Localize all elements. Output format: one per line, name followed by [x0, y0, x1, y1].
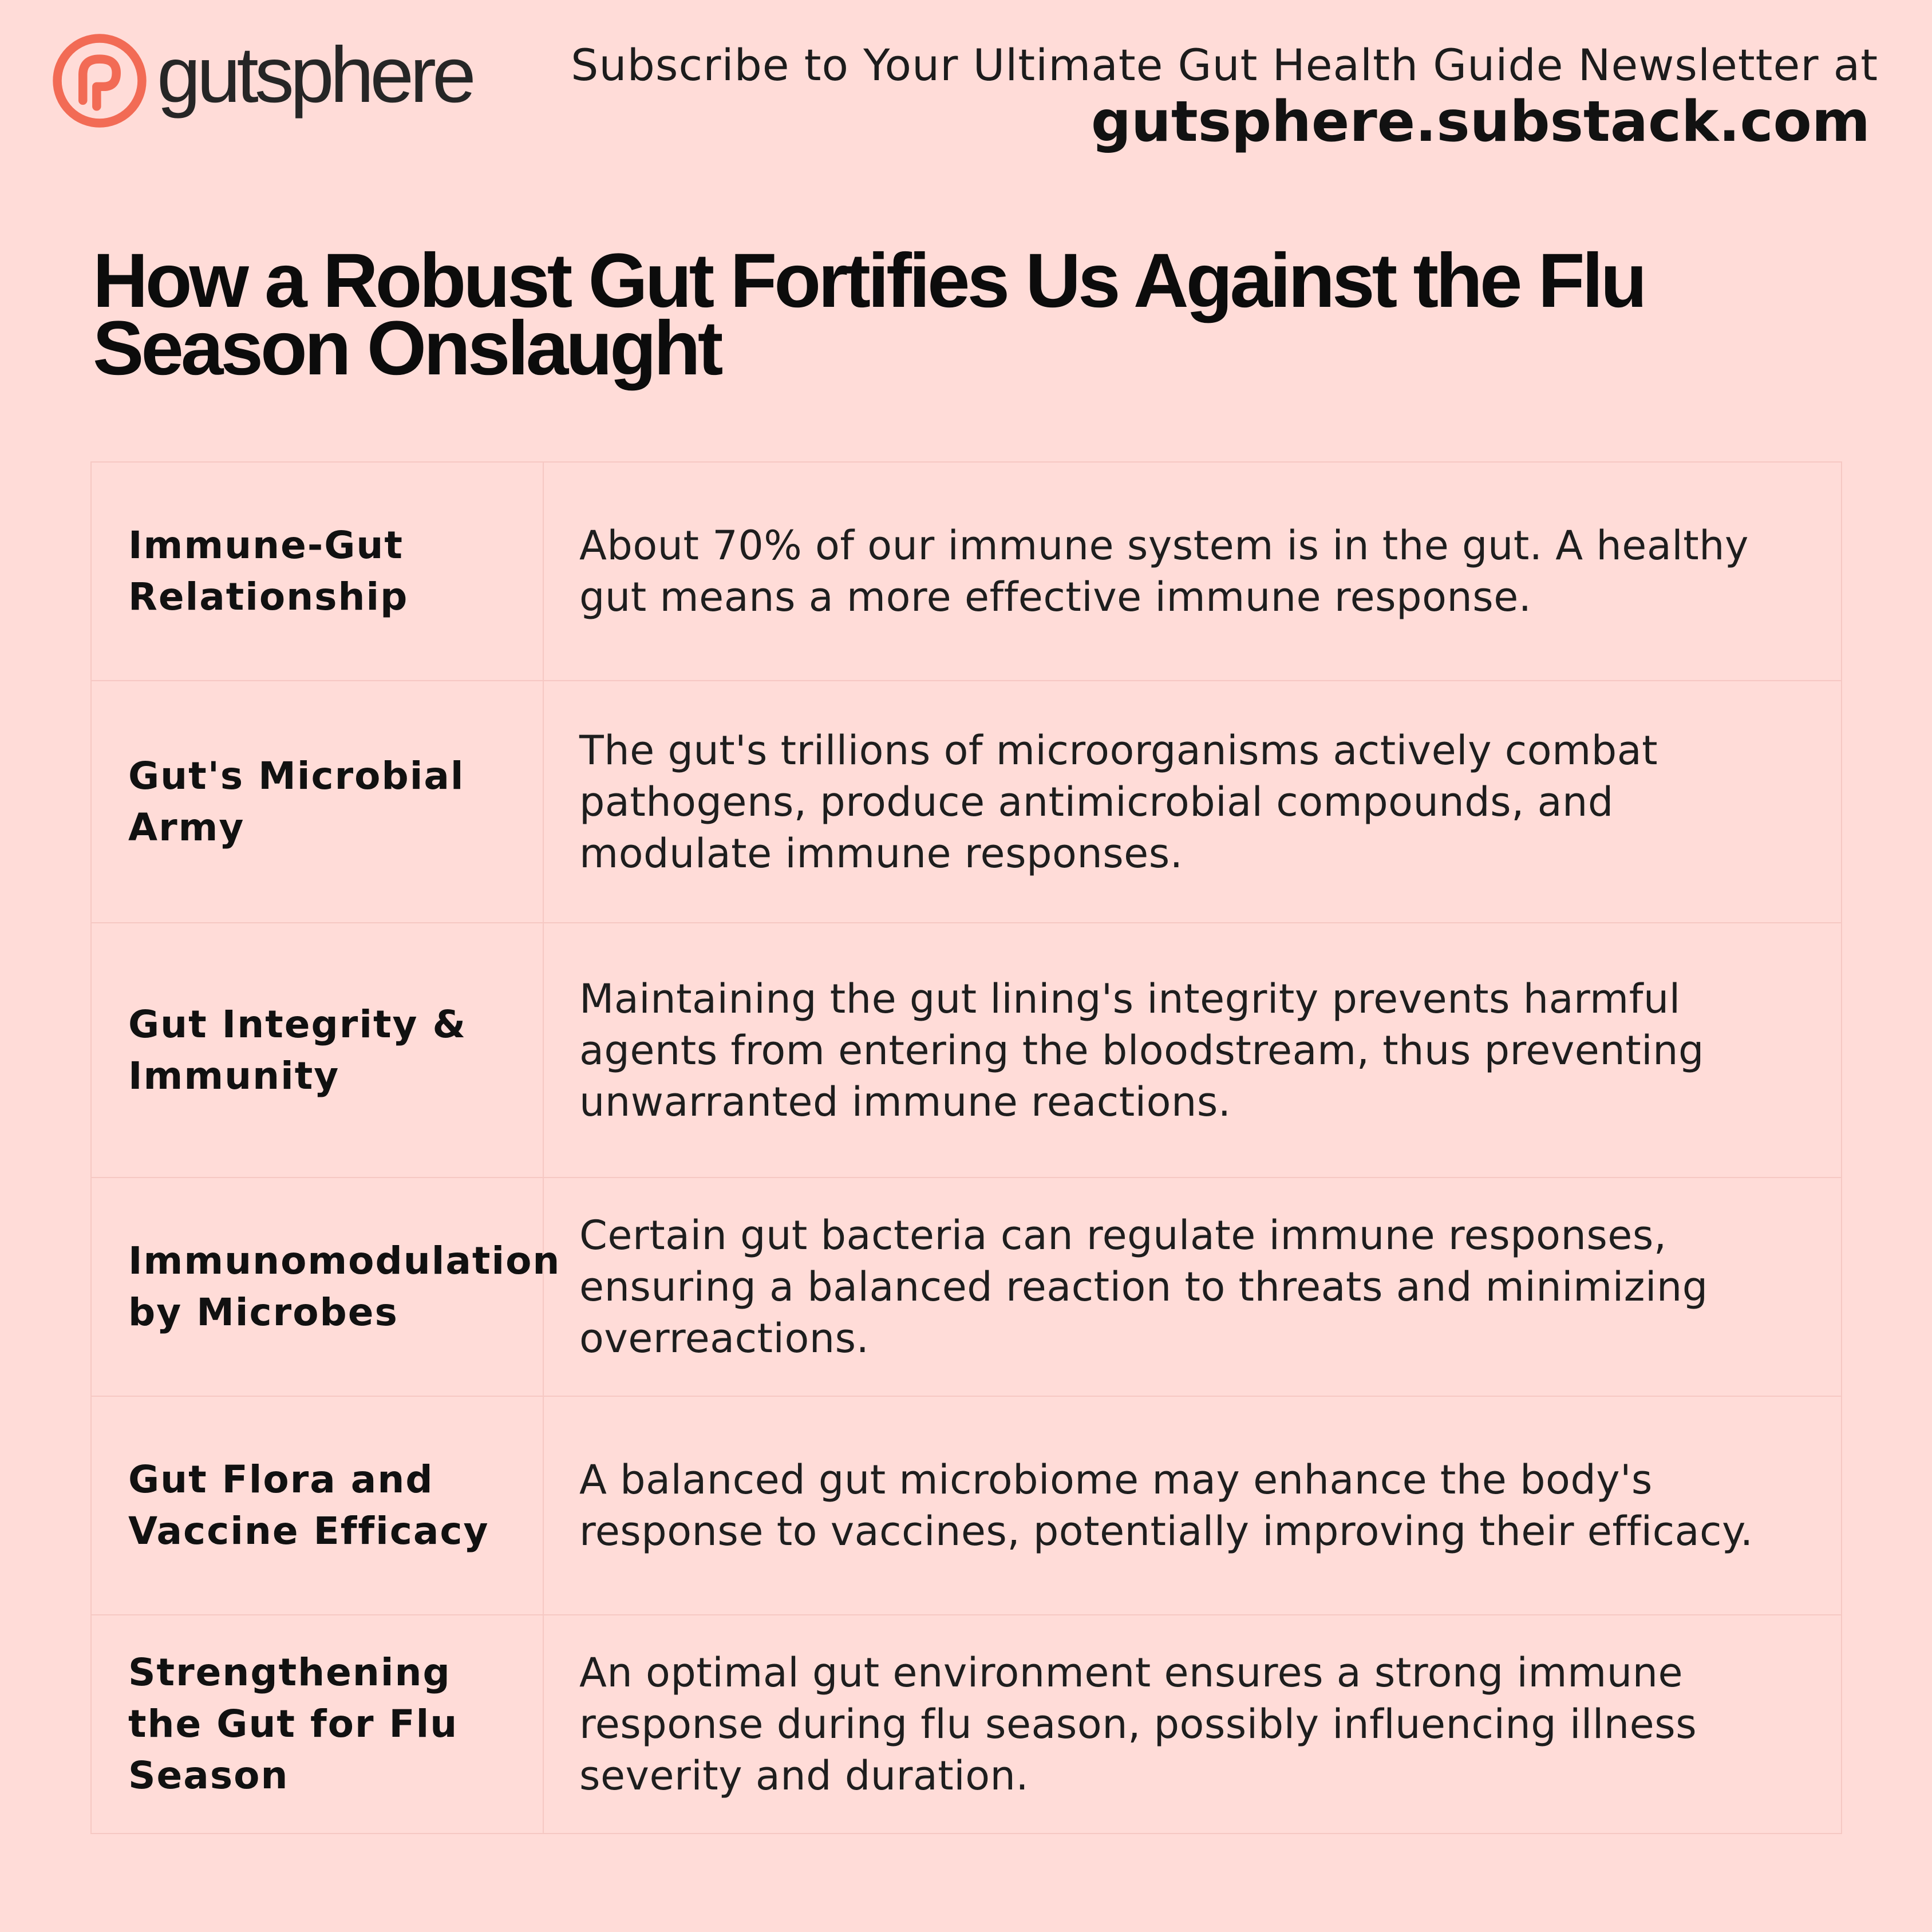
brand-logo	[50, 31, 472, 130]
row-description: An optimal gut environment ensures a strong immune response during flu season, possibly influencing illness severity and duration.	[543, 1615, 1842, 1834]
table-row	[91, 1178, 1842, 1396]
subscribe-banner	[571, 40, 1886, 154]
page-title: How a Robust Gut Fortifies Us Against the Flu Season Onslaught	[93, 238, 1645, 391]
row-description: About 70% of our immune system is in the gut. A healthy gut means a more effective immune response.	[543, 462, 1842, 681]
row-label: Gut Integrity & Immunity	[91, 923, 543, 1178]
table-row	[91, 923, 1842, 1178]
info-table	[90, 461, 1842, 1834]
row-label: Strengthening the Gut for Flu Season	[91, 1615, 543, 1834]
row-description: A balanced gut microbiome may enhance the body's response to vaccines, potentially improving their efficacy.	[543, 1396, 1842, 1615]
row-label: Gut Flora and Vaccine Efficacy	[91, 1396, 543, 1615]
table-row	[91, 681, 1842, 923]
brand-name: gutsphere	[157, 31, 472, 119]
table-row	[91, 1396, 1842, 1615]
row-label: Immunomodulation by Microbes	[91, 1178, 543, 1396]
table-row	[91, 462, 1842, 681]
table-row	[91, 1615, 1842, 1834]
gut-logo-icon	[50, 31, 149, 130]
row-description: Certain gut bacteria can regulate immune responses, ensuring a balanced reaction to threats and minimizing overreactions.	[543, 1178, 1842, 1396]
subscribe-text: Subscribe to Your Ultimate Gut Health Guide Newsletter at	[571, 39, 1878, 90]
row-description: Maintaining the gut lining's integrity prevents harmful agents from entering the bloodstream, thus preventing unwarranted immune reactions.	[543, 923, 1842, 1178]
subscribe-url-link[interactable]: gutsphere.substack.com	[1091, 89, 1870, 155]
row-label: Gut's Microbial Army	[91, 681, 543, 923]
row-description: The gut's trillions of microorganisms actively combat pathogens, produce antimicrobial compounds, and modulate immune responses.	[543, 681, 1842, 923]
row-label: Immune-Gut Relationship	[91, 462, 543, 681]
